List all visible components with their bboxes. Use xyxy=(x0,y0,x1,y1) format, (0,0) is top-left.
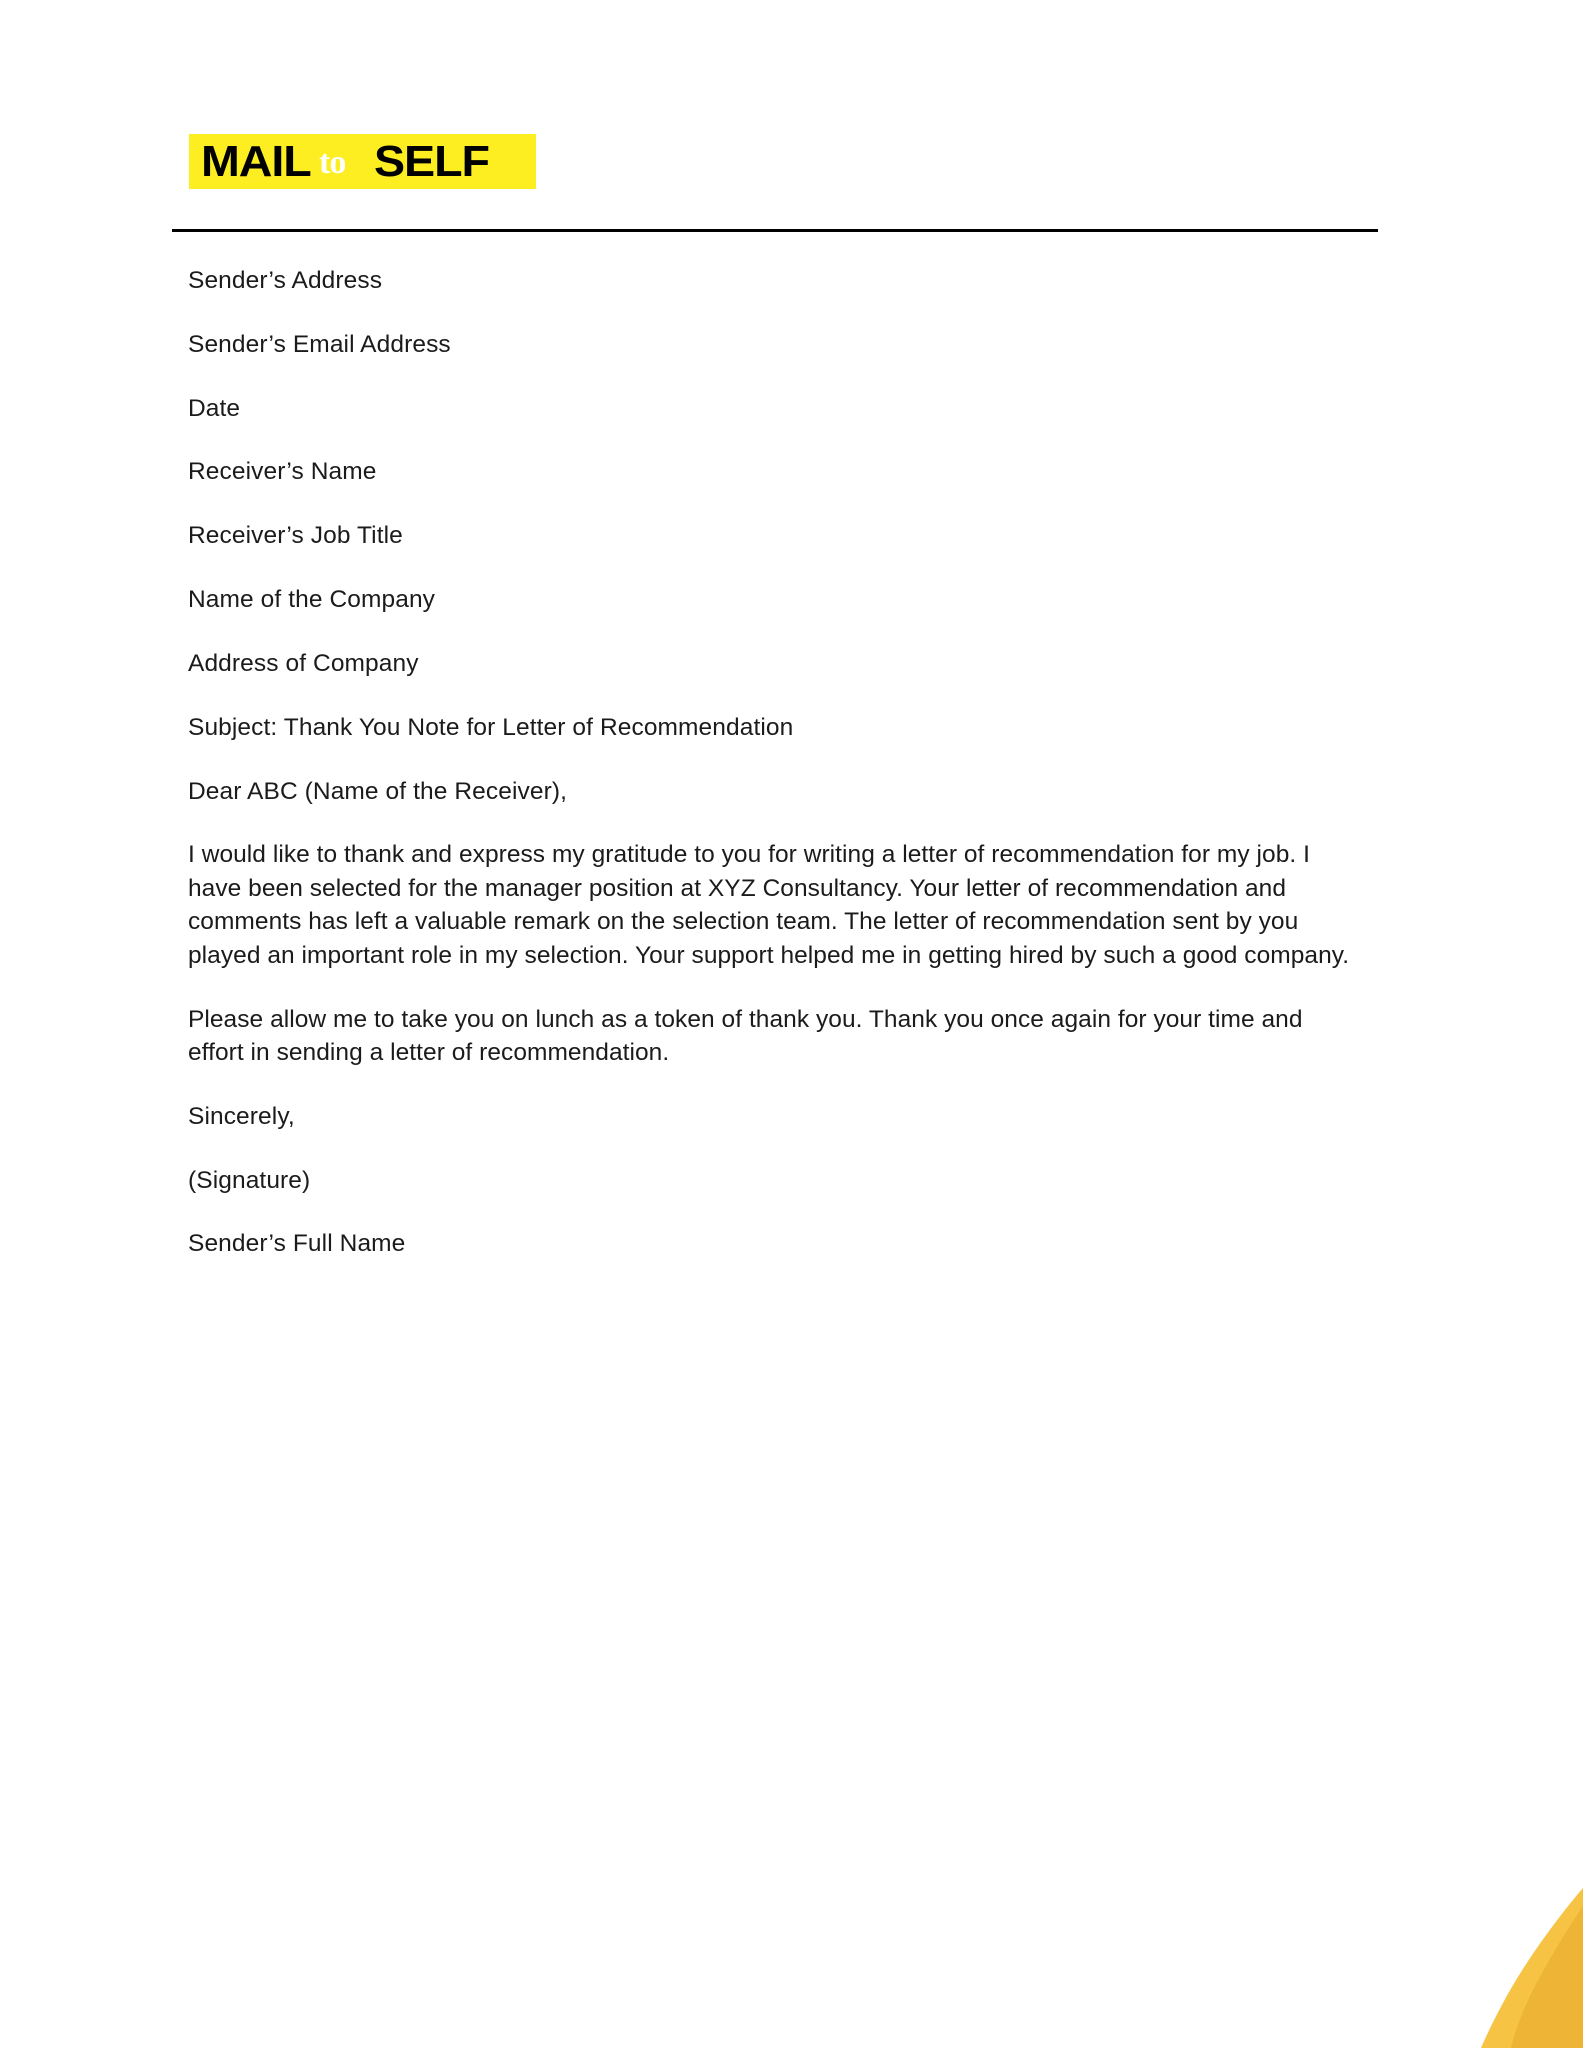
sender-full-name-line: Sender’s Full Name xyxy=(188,1230,406,1258)
receiver-name-line: Receiver’s Name xyxy=(188,458,377,486)
signature-placeholder-line: (Signature) xyxy=(188,1166,311,1194)
body-paragraph-2: Please allow me to take you on lunch as a token of thank you. Thank you once again for your time and effort in sending a letter of recommendation. xyxy=(188,1005,1303,1067)
subject-line: Subject: Thank You Note for Letter of Recommendation xyxy=(188,713,794,741)
company-name-line: Name of the Company xyxy=(188,586,436,614)
header-divider xyxy=(172,229,1378,232)
letterhead-logo xyxy=(189,134,536,189)
body-paragraph-1: I would like to thank and express my gratitude to you for writing a letter of recommendation for my job. I have been selected for the manager position at XYZ Consultancy. Your letter of recommendation and comments has left a valuable remark on the selection team. The letter of recommendation sent by you played an important role in my selection. Your support helped me in getting hired by such a good company. xyxy=(188,841,1350,969)
logo-wordmark xyxy=(189,134,536,189)
company-address-line: Address of Company xyxy=(188,649,419,677)
letter-body xyxy=(188,264,1378,1291)
sender-email-line: Sender’s Email Address xyxy=(188,330,451,358)
corner-flourish-decoration xyxy=(1413,1888,1583,2048)
logo-word-mail: MAIL xyxy=(201,137,311,186)
receiver-job-title-line: Receiver’s Job Title xyxy=(188,522,403,550)
salutation-line: Dear ABC (Name of the Receiver), xyxy=(188,777,568,805)
closing-line: Sincerely, xyxy=(188,1102,295,1130)
logo-word-to: to xyxy=(319,144,346,181)
date-line: Date xyxy=(188,394,241,422)
sender-address-line: Sender’s Address xyxy=(188,267,383,294)
logo-word-self: SELF xyxy=(374,137,489,186)
